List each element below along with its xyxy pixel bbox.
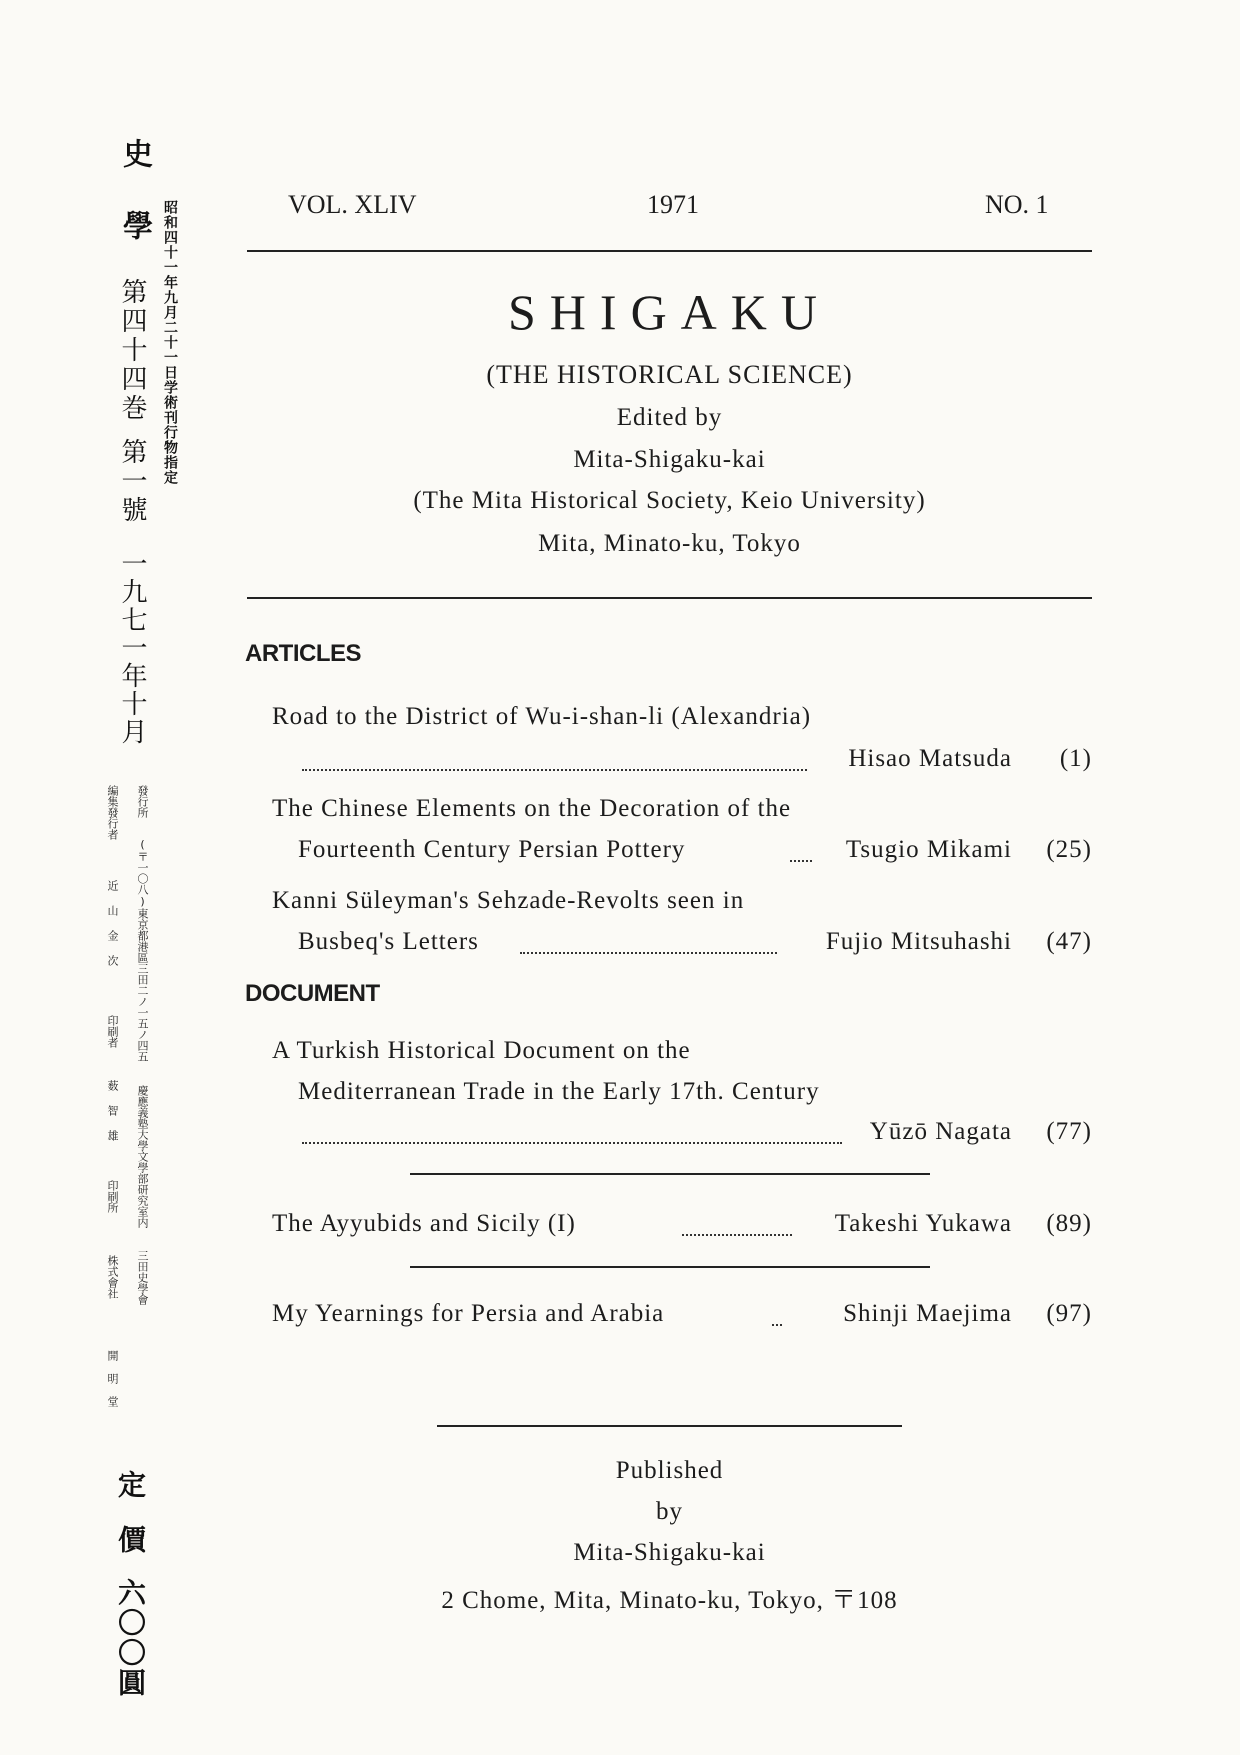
article-3-author: Fujio Mitsuhashi — [825, 928, 1012, 955]
article-2-author: Tsugio Mikami — [845, 836, 1012, 863]
article-2-entry — [272, 836, 1092, 870]
article-1-page: (1) — [1059, 745, 1092, 772]
imprint-publisher-org: 慶應義塾大學文學部研究室内 — [136, 1085, 149, 1228]
imprint-publisher-label: 發行所 — [136, 785, 149, 818]
separator-rule — [410, 1173, 930, 1175]
article-2-page: (25) — [1046, 836, 1092, 863]
document-1-entry — [272, 1118, 1092, 1152]
spine-title-char-2: 學 — [117, 210, 152, 240]
journal-subtitle: (THE HISTORICAL SCIENCE) — [486, 360, 853, 389]
imprint-printer-label: 印刷者 — [106, 1015, 119, 1048]
extra-2-entry — [272, 1300, 1092, 1334]
contents-rule — [247, 597, 1092, 599]
spine-number: 第一號 — [117, 438, 147, 525]
imprint-editor-name: 近山金次 — [106, 880, 119, 980]
document-1-author: Yūzō Nagata — [869, 1118, 1012, 1145]
leader-dots — [790, 860, 812, 862]
editor-address: Mita, Minato-ku, Tokyo — [538, 530, 801, 557]
extra-1-entry — [272, 1210, 1092, 1244]
separator-rule — [410, 1266, 930, 1268]
footer-address: 2 Chome, Mita, Minato-ku, Tokyo, 〒108 — [441, 1587, 898, 1614]
articles-heading: ARTICLES — [245, 640, 361, 667]
imprint-print-shop-name: 開明堂 — [106, 1350, 119, 1419]
article-1-title: Road to the District of Wu-i-shan-li (Alexandria) — [272, 703, 812, 730]
footer-by: by — [656, 1498, 683, 1525]
extra-2-title: My Yearnings for Persia and Arabia — [272, 1300, 665, 1327]
article-1-author: Hisao Matsuda — [848, 745, 1012, 772]
editor-english: (The Mita Historical Society, Keio University) — [413, 487, 926, 514]
number-label: NO. 1 — [985, 190, 1049, 219]
article-3-title-line-1: Kanni Süleyman's Sehzade-Revolts seen in — [272, 887, 745, 914]
footer-rule — [437, 1425, 902, 1427]
imprint-publisher-name: 三田史學會 — [136, 1250, 149, 1305]
document-heading: DOCUMENT — [245, 980, 380, 1007]
volume-label: VOL. XLIV — [288, 190, 417, 219]
leader-dots — [520, 952, 777, 954]
journal-title: SHIGAKU — [508, 284, 831, 340]
document-1-page: (77) — [1046, 1118, 1092, 1145]
imprint-publisher-address: (〒一〇八)東京都港區三田二ノ一五ノ四五 — [136, 838, 149, 1062]
leader-dots — [302, 1142, 842, 1144]
article-1-entry — [272, 745, 1092, 779]
leader-dots — [302, 769, 807, 771]
leader-dots — [772, 1324, 782, 1326]
article-3-title-line-2: Busbeq's Letters — [298, 928, 479, 955]
imprint-print-shop-label: 印刷所 — [106, 1180, 119, 1213]
article-2-title-line-1: The Chinese Elements on the Decoration of the — [272, 795, 792, 822]
editor-name: Mita-Shigaku-kai — [573, 446, 766, 473]
spine-date: 一九七一年十月 — [117, 550, 147, 746]
header-rule — [247, 250, 1092, 252]
extra-1-title: The Ayyubids and Sicily (I) — [272, 1210, 576, 1237]
spine-price-char-2: 價 — [114, 1525, 147, 1553]
year-label: 1971 — [647, 190, 699, 219]
extra-1-page: (89) — [1046, 1210, 1092, 1237]
spine-title-char-1: 史 — [117, 138, 152, 168]
edited-by: Edited by — [616, 404, 723, 431]
leader-dots — [682, 1234, 792, 1236]
article-2-title-line-2: Fourteenth Century Persian Pottery — [298, 836, 686, 863]
spine-registration: 昭和四十一年九月二十一日学術刊行物指定 — [162, 200, 178, 485]
footer-published: Published — [615, 1457, 724, 1484]
spine-volume: 第四十四巻 — [117, 278, 147, 423]
extra-2-page: (97) — [1046, 1300, 1092, 1327]
imprint-editor-label: 編集發行者 — [106, 785, 119, 840]
extra-2-author: Shinji Maejima — [843, 1300, 1012, 1327]
extra-1-author: Takeshi Yukawa — [834, 1210, 1012, 1237]
imprint-print-shop-type: 株式會社 — [106, 1255, 119, 1299]
footer-publisher: Mita-Shigaku-kai — [573, 1539, 766, 1566]
article-3-page: (47) — [1046, 928, 1092, 955]
imprint-printer-name: 薮智雄 — [106, 1080, 119, 1155]
document-1-title-line-1: A Turkish Historical Document on the — [272, 1037, 691, 1064]
spine-price-amount: 六〇〇圓 — [114, 1578, 147, 1698]
article-3-entry — [272, 928, 1092, 962]
spine-price-char-1: 定 — [114, 1470, 147, 1498]
document-1-title-line-2: Mediterranean Trade in the Early 17th. Century — [298, 1078, 820, 1105]
